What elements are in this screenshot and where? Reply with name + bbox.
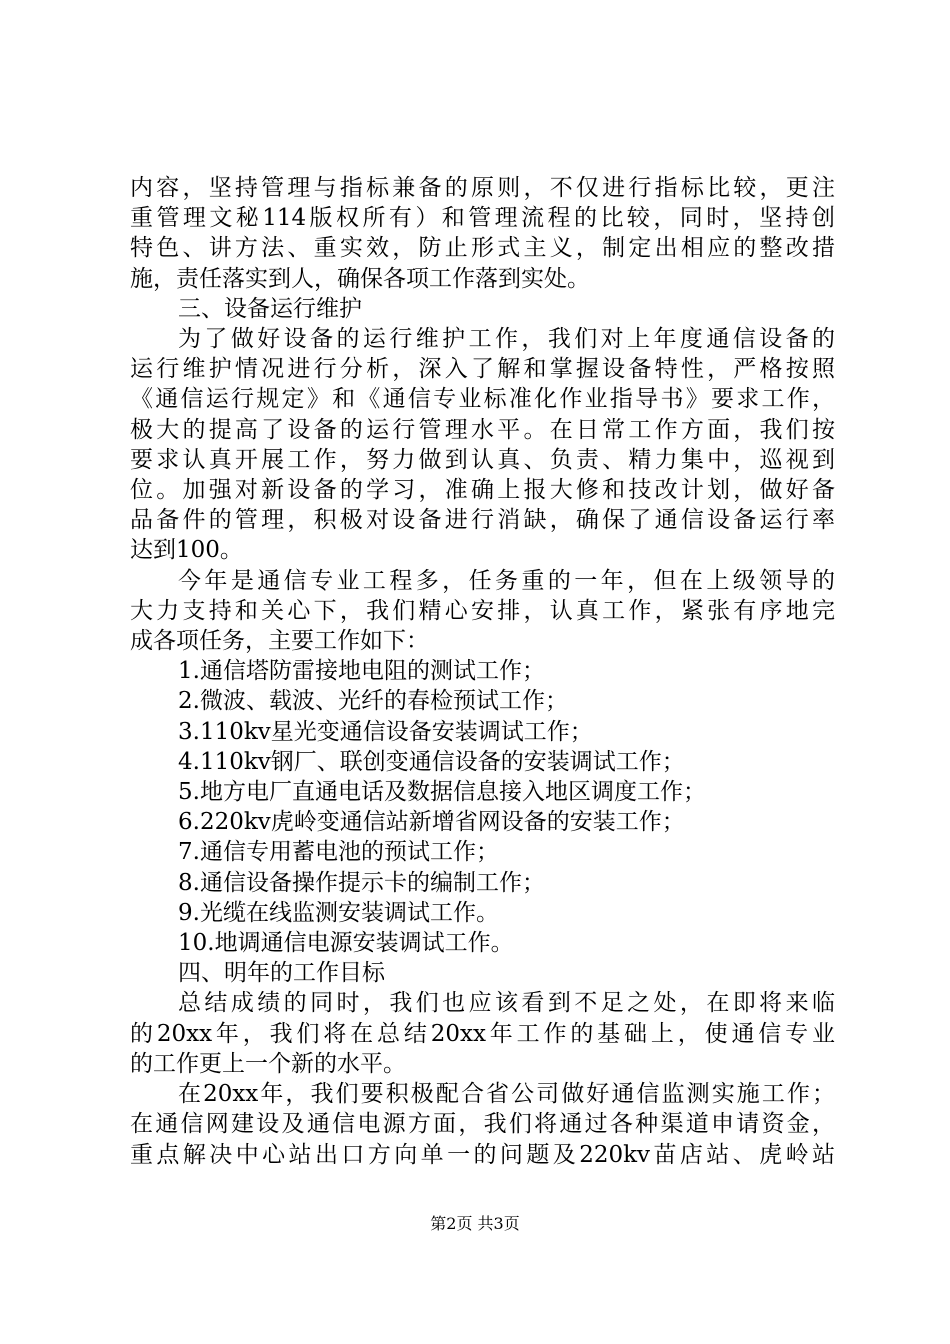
- paragraph: [130, 807, 835, 837]
- text-line: 10.地调通信电源安装调试工作。: [178, 930, 514, 957]
- text-line: 总结成绩的同时，我们也应该看到不足之处，在即将来临: [178, 990, 835, 1017]
- paragraph: [130, 777, 835, 807]
- text-line: 重管理文秘114版权所有）和管理流程的比较，同时，坚持创: [130, 205, 835, 232]
- text-line: 四、明年的工作目标: [178, 960, 385, 987]
- page-footer: [0, 1214, 950, 1234]
- text-line: 今年是通信专业工程多，任务重的一年，但在上级领导的: [178, 567, 835, 594]
- text-line: 4.110kv钢厂、联创变通信设备的安装调试工作；: [178, 748, 685, 775]
- document-body: [130, 173, 835, 1170]
- text-line: 运行维护情况进行分析，深入了解和掌握设备特性，严格按照: [130, 356, 835, 383]
- paragraph: [130, 868, 835, 898]
- text-line: 为了做好设备的运行维护工作，我们对上年度通信设备的: [178, 326, 835, 353]
- text-line: 在20xx年，我们要积极配合省公司做好通信监测实施工作；: [178, 1081, 835, 1108]
- paragraph: [130, 1079, 835, 1170]
- text-line: 大力支持和关心下，我们精心安排，认真工作，紧张有序地完: [130, 597, 835, 624]
- text-line: 7.通信专用蓄电池的预试工作；: [178, 839, 499, 866]
- paragraph: [130, 837, 835, 867]
- text-line: 1.通信塔防雷接地电阻的测试工作；: [178, 658, 545, 685]
- paragraph: [130, 928, 835, 958]
- text-line: 内容，坚持管理与指标兼备的原则，不仅进行指标比较，更注: [130, 175, 835, 201]
- text-line: 的工作更上一个新的水平。: [130, 1050, 406, 1077]
- paragraph: [130, 294, 835, 324]
- paragraph: [130, 717, 835, 747]
- text-line: 3.110kv星光变通信设备安装调试工作；: [178, 718, 593, 745]
- text-line: 9.光缆在线监测安装调试工作。: [178, 899, 499, 926]
- paragraph: [130, 898, 835, 928]
- text-line: 重点解决中心站出口方向单一的问题及220kv苗店站、虎岭站: [130, 1141, 835, 1168]
- text-line: 品备件的管理，积极对设备进行消缺，确保了通信设备运行率: [130, 507, 835, 534]
- text-line: 2.微波、载波、光纤的春检预试工作；: [178, 688, 568, 715]
- text-line: 三、设备运行维护: [178, 295, 362, 322]
- text-line: 极大的提高了设备的运行管理水平。在日常工作方面，我们按: [130, 416, 835, 443]
- text-line: 5.地方电厂直通电话及数据信息接入地区调度工作；: [178, 779, 706, 806]
- text-line: 《通信运行规定》和《通信专业标准化作业指导书》要求工作，: [130, 386, 835, 413]
- text-line: 达到100。: [130, 537, 243, 564]
- text-line: 的20xx年，我们将在总结20xx年工作的基础上，使通信专业: [130, 1020, 835, 1047]
- paragraph: [130, 173, 835, 294]
- paragraph: [130, 324, 835, 566]
- text-line: 要求认真开展工作，努力做到认真、负责、精力集中，巡视到: [130, 446, 835, 473]
- text-line: 位。加强对新设备的学习，准确上报大修和技改计划，做好备: [130, 477, 835, 504]
- text-line: 施，责任落实到人，确保各项工作落到实处。: [130, 265, 590, 292]
- text-line: 特色、讲方法、重实效，防止形式主义，制定出相应的整改措: [130, 235, 835, 262]
- paragraph: [130, 566, 835, 657]
- text-line: 8.通信设备操作提示卡的编制工作；: [178, 869, 545, 896]
- page-number: 第2页 共3页: [430, 1214, 520, 1233]
- text-line: 成各项任务，主要工作如下：: [130, 628, 429, 655]
- paragraph: [130, 747, 835, 777]
- text-line: 6.220kv虎岭变通信站新增省网设备的安装工作；: [178, 809, 685, 836]
- text-line: 在通信网建设及通信电源方面，我们将通过各种渠道申请资金，: [130, 1111, 835, 1138]
- paragraph: [130, 958, 835, 988]
- paragraph: [130, 988, 835, 1079]
- paragraph: [130, 686, 835, 716]
- paragraph: [130, 656, 835, 686]
